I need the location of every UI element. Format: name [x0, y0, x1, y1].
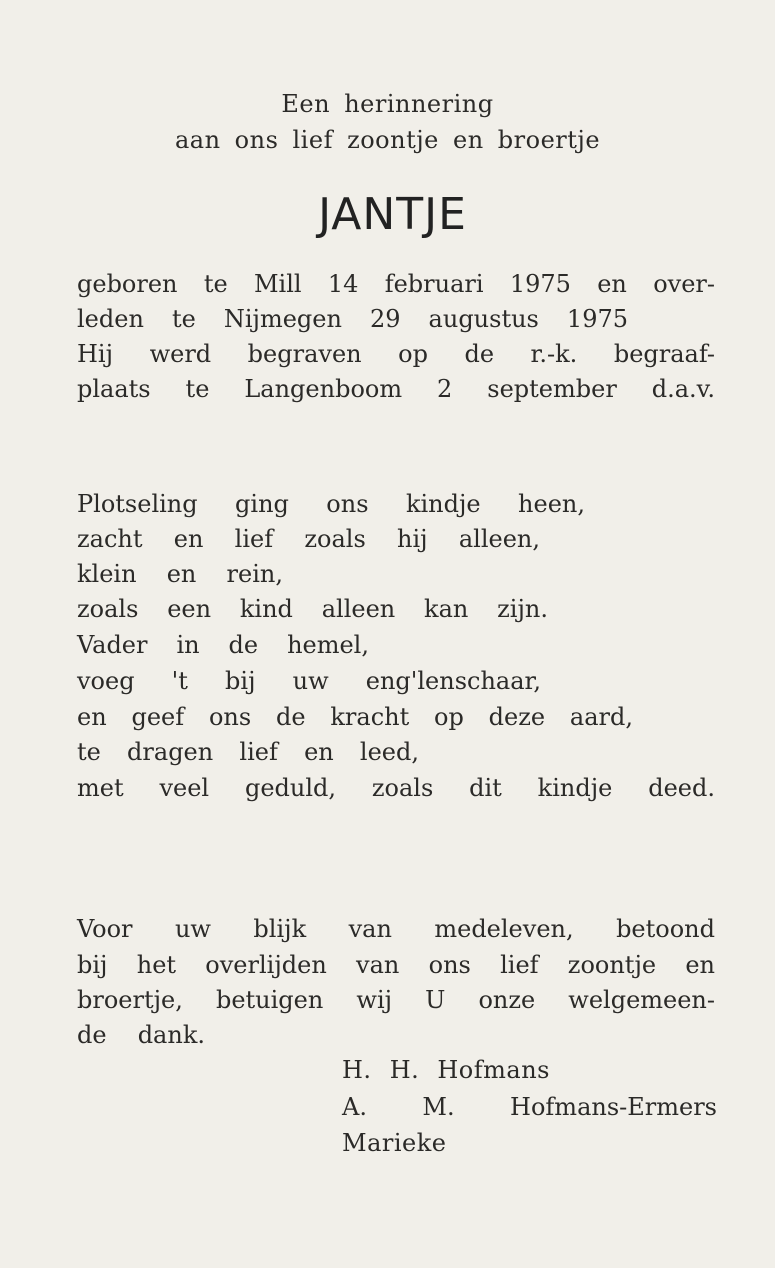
thanks-line-3: broertje, betuigen wij U onze welgemeen- — [77, 986, 715, 1014]
poem-line-9: met veel geduld, zoals dit kindje deed. — [77, 774, 715, 802]
poem-line-8: te dragen lief en leed, — [77, 738, 419, 766]
details-line-3: Hij werd begraven op de r.-k. begraaf- — [77, 340, 715, 368]
poem-line-2: zacht en lief zoals hij alleen, — [77, 525, 540, 553]
details-line-4: plaats te Langenboom 2 september d.a.v. — [77, 375, 715, 403]
thanks-line-1: Voor uw blijk van medeleven, betoond — [77, 915, 715, 943]
poem-line-3: klein en rein, — [77, 560, 283, 588]
poem-line-5: Vader in de hemel, — [77, 631, 369, 659]
header-line-2: aan ons lief zoontje en broertje — [174, 126, 601, 154]
poem-line-7: en geef ons de kracht op deze aard, — [77, 703, 633, 731]
signature-father: H. H. Hofmans — [342, 1056, 550, 1084]
header-line-1: Een herinnering — [281, 90, 494, 118]
details-line-2: leden te Nijmegen 29 augustus 1975 — [77, 305, 628, 333]
poem-line-6: voeg 't bij uw eng'lenschaar, — [77, 667, 541, 695]
details-line-1: geboren te Mill 14 februari 1975 en over- — [77, 270, 715, 298]
thanks-line-4: de dank. — [77, 1021, 205, 1049]
signature-sister: Marieke — [342, 1129, 447, 1157]
signature-mother: A. M. Hofmans-Ermers — [342, 1093, 717, 1121]
deceased-name: JANTJE — [318, 189, 467, 240]
thanks-line-2: bij het overlijden van ons lief zoontje en — [77, 951, 715, 979]
poem-line-1: Plotseling ging ons kindje heen, — [77, 490, 585, 518]
poem-line-4: zoals een kind alleen kan zijn. — [77, 595, 548, 623]
